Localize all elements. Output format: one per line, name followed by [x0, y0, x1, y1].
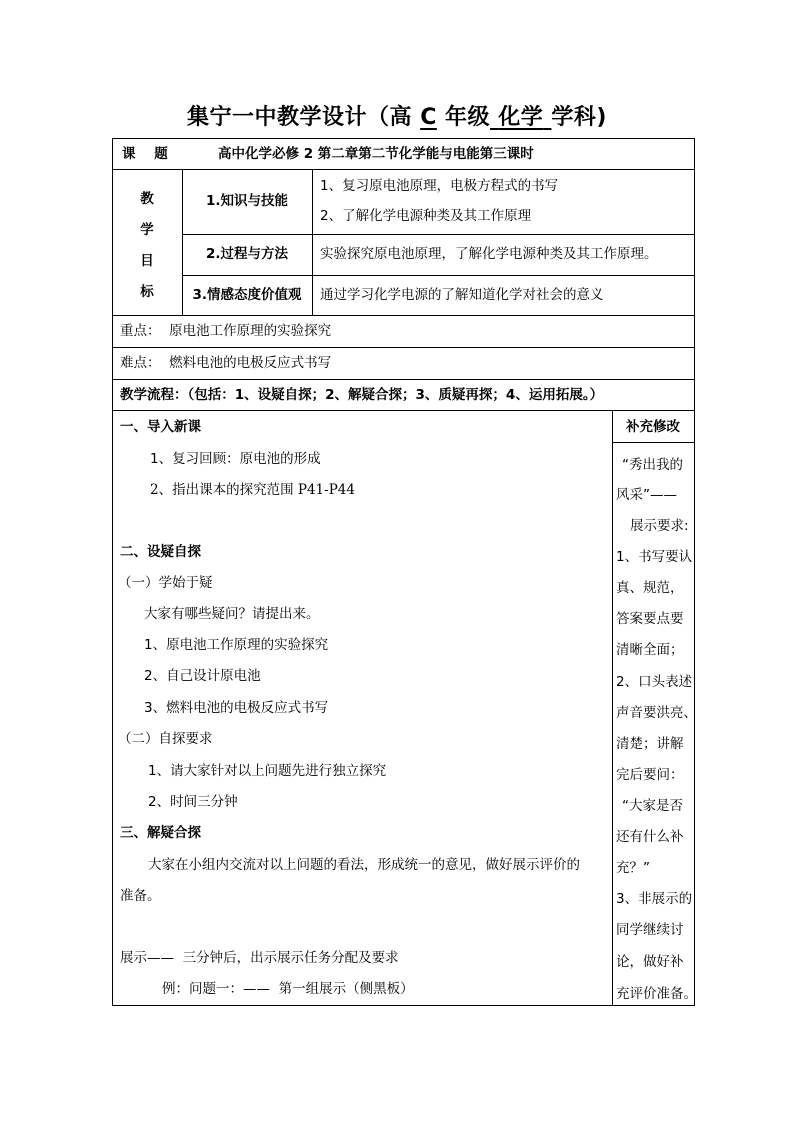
supplement-line: 清楚；讲解	[616, 736, 684, 752]
supplement-line: 真、规范，	[616, 580, 684, 596]
table-rule	[182, 234, 694, 235]
goal-knowledge-line: 1、复习原电池原理，电极方程式的书写	[320, 178, 559, 194]
supplement-line: 完后要问：	[616, 767, 684, 783]
supplement-line: 同学继续讨	[616, 922, 684, 938]
section-3-show: 展示—— 三分钟后，出示展示任务分配及要求	[120, 950, 399, 966]
section-3-paragraph: 大家在小组内交流对以上问题的看法，形成统一的意见，做好展示评价的	[148, 857, 580, 873]
table-rule	[112, 315, 694, 316]
section-3-title: 三、解疑合探	[120, 825, 201, 841]
section-2-question: 1、原电池工作原理的实验探究	[144, 637, 329, 653]
supplement-line: 展示要求:	[630, 518, 689, 534]
table-rule	[182, 275, 694, 276]
flow-header: 教学流程：（包括：1、设疑自探；2、解疑合探；3、质疑再探；4、运用拓展。）	[120, 387, 604, 403]
supplement-line: 风采”——	[616, 487, 677, 503]
supplement-line: 2、口头表述	[616, 674, 693, 690]
supplement-line: 声音要洪亮、	[616, 705, 697, 721]
supplement-line: 3、非展示的	[616, 891, 693, 907]
goal-knowledge-line: 2、了解化学电源种类及其工作原理	[320, 208, 532, 224]
supplement-line: 1、书写要认	[616, 549, 693, 565]
goals-label: 教 学 目 标	[140, 191, 154, 300]
supplement-line: “大家是否	[622, 798, 683, 814]
section-2-question: 3、燃料电池的电极反应式书写	[144, 700, 329, 716]
supplement-line: 清晰全面；	[616, 642, 684, 658]
difficulty: 难点： 燃料电池的电极反应式书写	[120, 355, 332, 371]
table-rule	[112, 169, 694, 170]
table-border-top	[112, 138, 694, 139]
goal-knowledge-label: 1.知识与技能	[205, 193, 289, 209]
section-3-paragraph: 准备。	[120, 888, 161, 904]
table-rule	[112, 410, 694, 411]
section-2-subtitle: （二）自探要求	[118, 731, 213, 747]
table-border-bottom	[112, 1005, 694, 1006]
section-1-item: 2、指出课本的探究范围 P41-P44	[150, 482, 355, 498]
table-border-right	[694, 138, 695, 1006]
supplement-line: 答案要点要	[616, 611, 684, 627]
table-rule	[312, 169, 313, 315]
section-2-title: 二、设疑自探	[120, 544, 201, 560]
table-rule	[612, 410, 613, 1005]
supplement-header: 补充修改	[626, 419, 680, 435]
grade-value: C	[420, 105, 437, 130]
supplement-line: 充评价准备。	[616, 986, 697, 1002]
supplement-line: 论，做好补	[616, 954, 684, 970]
goal-attitude-label: 3.情感态度价值观	[192, 287, 302, 303]
section-2-requirement: 2、时间三分钟	[148, 794, 238, 810]
goal-process-line: 实验探究原电池原理，了解化学电源种类及其工作原理。	[320, 246, 658, 262]
table-rule	[112, 379, 694, 380]
supplement-line: 还有什么补	[616, 829, 684, 845]
table-rule	[112, 347, 694, 348]
key-point: 重点： 原电池工作原理的实验探究	[120, 323, 332, 339]
section-2-requirement: 1、请大家针对以上问题先进行独立探究	[148, 763, 387, 779]
supplement-line: “秀出我的	[622, 457, 683, 473]
section-2-subtitle: （一）学始于疑	[118, 575, 213, 591]
section-2-prompt: 大家有哪些疑问？请提出来。	[144, 606, 320, 622]
goal-process-label: 2.过程与方法	[205, 246, 289, 262]
section-1-title: 一、导入新课	[120, 419, 201, 435]
subject-value: 化学	[498, 105, 544, 130]
lesson-label: 课 题	[122, 146, 168, 162]
goal-attitude-line: 通过学习化学电源的了解知道化学对社会的意义	[320, 287, 604, 303]
section-2-question: 2、自己设计原电池	[144, 668, 261, 684]
supplement-line: 充？”	[616, 860, 650, 876]
section-3-example: 例：问题一：—— 第一组展示（侧黑板）	[162, 981, 414, 997]
section-1-item: 1、复习回顾：原电池的形成	[150, 451, 321, 467]
document-title: 集宁一中教学设计（高 C 年级 化学 学科)	[187, 105, 607, 130]
lesson-title: 高中化学必修 2 第二章第二节化学能与电能第三课时	[218, 146, 534, 162]
table-rule	[612, 442, 694, 443]
